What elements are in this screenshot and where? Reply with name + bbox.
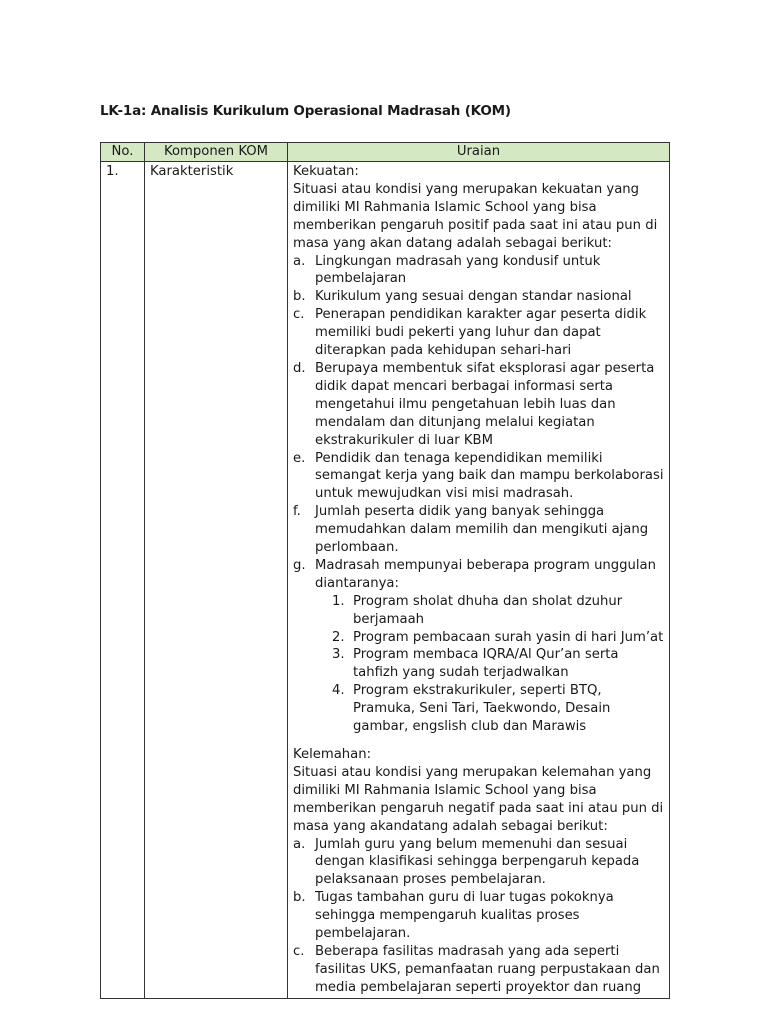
row-komponen: Karakteristik [145, 162, 288, 999]
kelemahan-list [293, 836, 667, 997]
list-item: b. Tugas tambahan guru di luar tugas pokoknya sehingga mempengaruh kualitas proses pembelajaran. [293, 890, 614, 942]
kom-analysis-table [100, 142, 670, 999]
list-item: d. Berupaya membentuk sifat eksplorasi agar peserta didik dapat mencari berbagai informasi serta mengetahui ilmu pengetahuan lebih luas dan mendalam dan ditunjang melalui kegiatan ekstrakurikuler di luar KBM [293, 360, 655, 448]
program-item: 4. Program ekstrakurikuler, seperti BTQ, Pramuka, Seni Tari, Taekwondo, Desain gambar, engslish club dan Marawis [332, 683, 611, 735]
program-item: 3. Program membaca IQRA/Al Qur’an serta tahfizh yang sudah terjadwalkan [332, 647, 619, 681]
list-item: e. Pendidik dan tenaga kependidikan memiliki semangat kerja yang baik dan mampu berkolaborasi untuk mewujudkan visi misi madrasah. [293, 450, 664, 502]
list-item: a. Lingkungan madrasah yang kondusif untuk pembelajaran [293, 253, 601, 287]
list-item: c. Penerapan pendidikan karakter agar peserta didik memiliki budi pekerti yang luhur dan dapat diterapkan pada kehidupan sehari-hari [293, 307, 647, 359]
header-no: No. [101, 143, 145, 162]
kekuatan-list [293, 253, 667, 736]
kekuatan-intro: Situasi atau kondisi yang merupakan kekuatan yang dimiliki MI Rahmania Islamic School yang bisa memberikan pengaruh positif pada saat ini atau pun di masa yang akan datang adalah sebagai berikut: [293, 181, 658, 251]
kekuatan-label: Kekuatan: [293, 164, 359, 179]
program-item: 1. Program sholat dhuha dan sholat dzuhur berjamaah [332, 593, 623, 627]
kelemahan-label: Kelemahan: [293, 747, 372, 762]
kelemahan-intro: Situasi atau kondisi yang merupakan kelemahan yang dimiliki MI Rahmania Islamic School yang bisa memberikan pengaruh negatif pada saat ini atau pun di masa yang akandatang adalah sebagai berikut: [293, 764, 664, 834]
row-uraian [288, 162, 670, 999]
list-item: b. Kurikulum yang sesuai dengan standar nasional [293, 289, 632, 305]
row-number: 1. [101, 162, 145, 999]
list-item: c. Beberapa fasilitas madrasah yang ada seperti fasilitas UKS, pemanfaatan ruang perpustakaan dan media pembelajaran seperti proyektor dan ruang [293, 943, 660, 995]
program-list [332, 593, 667, 736]
program-item: 2. Program pembacaan surah yasin di hari Jum’at [332, 629, 664, 645]
list-item: f. Jumlah peserta didik yang banyak sehingga memudahkan dalam memilih dan mengikuti ajang perlombaan. [293, 504, 649, 556]
table-row [101, 162, 670, 999]
list-item: a. Jumlah guru yang belum memenuhi dan sesuai dengan klasifikasi sehingga berpengaruh kepada pelaksanaan proses pembelajaran. [293, 836, 640, 888]
header-uraian: Uraian [288, 143, 670, 162]
table-header-row [101, 143, 670, 162]
document-title: LK-1a: Analisis Kurikulum Operasional Madrasah (KOM) [100, 103, 511, 119]
header-komponen: Komponen KOM [145, 143, 288, 162]
list-item: g. Madrasah mempunyai beberapa program unggulan diantaranya: 1. Program sholat dhuha dan sholat dzuhur berjamaah 2. Program pembacaan surah yasin di hari Jum’at 3. Program membaca IQRA/Al Qur’an serta tahfizh yang sudah terjadwalkan 4. Program ekstrakurikuler, seperti BTQ, Pramuka, Seni Tari, Taekwondo, Desain gambar, engslish club dan Marawis [293, 557, 667, 736]
